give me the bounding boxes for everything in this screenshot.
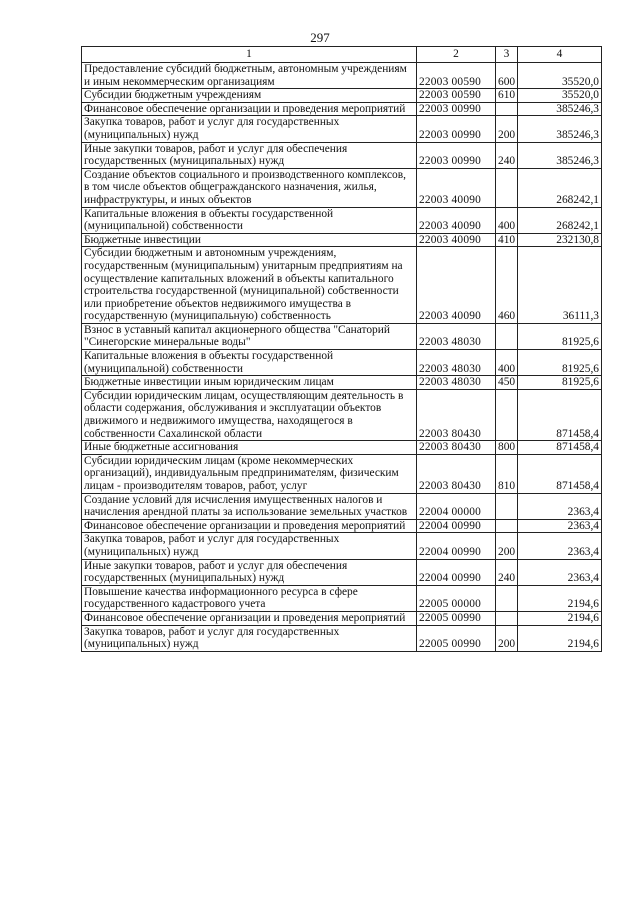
- row-target-code-cell: 22005 00990: [417, 625, 496, 651]
- table-row: [82, 441, 602, 455]
- row-amount-cell: 2363,4: [518, 559, 602, 585]
- row-expense-type-cell: 810: [496, 454, 518, 493]
- row-target-code-cell: 22003 80430: [417, 454, 496, 493]
- row-amount-cell: 871458,4: [518, 454, 602, 493]
- row-expense-type-cell: 460: [496, 247, 518, 324]
- row-amount-cell: 35520,0: [518, 89, 602, 103]
- row-target-code-cell: 22003 40090: [417, 207, 496, 233]
- table-row: [82, 625, 602, 651]
- row-name-cell: Капитальные вложения в объекты государственной (муниципальной) собственности: [82, 207, 417, 233]
- row-amount-cell: 385246,3: [518, 142, 602, 168]
- table-row: [82, 389, 602, 440]
- row-expense-type-cell: [496, 389, 518, 440]
- row-amount-cell: 385246,3: [518, 116, 602, 142]
- row-amount-cell: 268242,1: [518, 168, 602, 207]
- table-row: [82, 454, 602, 493]
- row-expense-type-cell: [496, 611, 518, 625]
- row-amount-cell: 871458,4: [518, 389, 602, 440]
- row-name-cell: Бюджетные инвестиции: [82, 233, 417, 247]
- row-amount-cell: 232130,8: [518, 233, 602, 247]
- row-name-cell: Финансовое обеспечение организации и проведения мероприятий: [82, 519, 417, 533]
- row-expense-type-cell: 240: [496, 142, 518, 168]
- table-row: [82, 559, 602, 585]
- table-row: [82, 116, 602, 142]
- header-row: [82, 47, 602, 63]
- row-expense-type-cell: 200: [496, 116, 518, 142]
- row-name-cell: Закупка товаров, работ и услуг для государственных (муниципальных) нужд: [82, 533, 417, 559]
- table-row: [82, 142, 602, 168]
- row-target-code-cell: 22003 40090: [417, 168, 496, 207]
- table-row: [82, 585, 602, 611]
- row-expense-type-cell: 600: [496, 63, 518, 89]
- row-name-cell: Иные бюджетные ассигнования: [82, 441, 417, 455]
- row-target-code-cell: 22003 00590: [417, 89, 496, 103]
- row-expense-type-cell: [496, 519, 518, 533]
- column-header-4: 4: [518, 47, 602, 63]
- row-name-cell: Взнос в уставный капитал акционерного общества "Санаторий "Синегорские минеральные воды": [82, 323, 417, 349]
- row-expense-type-cell: 200: [496, 533, 518, 559]
- row-name-cell: Финансовое обеспечение организации и проведения мероприятий: [82, 611, 417, 625]
- table-body: [82, 63, 602, 652]
- row-amount-cell: 268242,1: [518, 207, 602, 233]
- row-amount-cell: 35520,0: [518, 63, 602, 89]
- row-name-cell: Иные закупки товаров, работ и услуг для обеспечения государственных (муниципальных) нужд: [82, 142, 417, 168]
- row-target-code-cell: 22003 40090: [417, 247, 496, 324]
- row-name-cell: Капитальные вложения в объекты государственной (муниципальной) собственности: [82, 350, 417, 376]
- row-amount-cell: 2363,4: [518, 533, 602, 559]
- table-row: [82, 493, 602, 519]
- row-expense-type-cell: 400: [496, 207, 518, 233]
- row-target-code-cell: 22003 48030: [417, 376, 496, 390]
- row-expense-type-cell: [496, 585, 518, 611]
- row-target-code-cell: 22004 00990: [417, 519, 496, 533]
- row-target-code-cell: 22003 00990: [417, 102, 496, 116]
- row-name-cell: Субсидии бюджетным и автономным учреждениям, государственным (муниципальным) унитарным предприятиям на осуществление капитальных вложений в объекты капитального строительства государственной (муниципальной) собственности или приобретение объектов недвижимого имущества в государственную (муниципальную) собственность: [82, 247, 417, 324]
- row-amount-cell: 2363,4: [518, 519, 602, 533]
- row-expense-type-cell: [496, 493, 518, 519]
- row-name-cell: Иные закупки товаров, работ и услуг для обеспечения государственных (муниципальных) нужд: [82, 559, 417, 585]
- row-expense-type-cell: 800: [496, 441, 518, 455]
- row-target-code-cell: 22003 80430: [417, 441, 496, 455]
- row-amount-cell: 2194,6: [518, 585, 602, 611]
- row-target-code-cell: 22003 48030: [417, 350, 496, 376]
- row-expense-type-cell: 400: [496, 350, 518, 376]
- row-name-cell: Закупка товаров, работ и услуг для государственных (муниципальных) нужд: [82, 116, 417, 142]
- row-amount-cell: 81925,6: [518, 376, 602, 390]
- row-expense-type-cell: 200: [496, 625, 518, 651]
- row-expense-type-cell: 450: [496, 376, 518, 390]
- table-row: [82, 519, 602, 533]
- column-header-3: 3: [496, 47, 518, 63]
- row-target-code-cell: 22005 00990: [417, 611, 496, 625]
- row-name-cell: Финансовое обеспечение организации и проведения мероприятий: [82, 102, 417, 116]
- table-row: [82, 611, 602, 625]
- row-target-code-cell: 22003 00990: [417, 116, 496, 142]
- row-amount-cell: 81925,6: [518, 323, 602, 349]
- row-amount-cell: 81925,6: [518, 350, 602, 376]
- row-name-cell: Субсидии юридическим лицам, осуществляющим деятельность в области содержания, обслуживания и эксплуатации объектов движимого и недвижимого имущества, находящегося в собственности Сахалинской области: [82, 389, 417, 440]
- budget-table: [81, 46, 602, 652]
- row-name-cell: Закупка товаров, работ и услуг для государственных (муниципальных) нужд: [82, 625, 417, 651]
- row-expense-type-cell: 410: [496, 233, 518, 247]
- page-number: 297: [310, 30, 330, 45]
- table-row: [82, 102, 602, 116]
- row-target-code-cell: 22003 00590: [417, 63, 496, 89]
- row-amount-cell: 2194,6: [518, 625, 602, 651]
- row-name-cell: Субсидии бюджетным учреждениям: [82, 89, 417, 103]
- table-row: [82, 168, 602, 207]
- row-name-cell: Субсидии юридическим лицам (кроме некоммерческих организаций), индивидуальным предпринимателям, физическим лицам - производителям товаров, работ, услуг: [82, 454, 417, 493]
- row-target-code-cell: 22004 00000: [417, 493, 496, 519]
- row-expense-type-cell: 610: [496, 89, 518, 103]
- table-row: [82, 207, 602, 233]
- table-row: [82, 89, 602, 103]
- table-row: [82, 63, 602, 89]
- row-amount-cell: 871458,4: [518, 441, 602, 455]
- row-target-code-cell: 22004 00990: [417, 533, 496, 559]
- row-name-cell: Предоставление субсидий бюджетным, автономным учреждениям и иным некоммерческим организациям: [82, 63, 417, 89]
- row-expense-type-cell: [496, 168, 518, 207]
- row-name-cell: Создание объектов социального и производственного комплексов, в том числе объектов общегражданского назначения, жилья, инфраструктуры, и иных объектов: [82, 168, 417, 207]
- row-expense-type-cell: 240: [496, 559, 518, 585]
- row-name-cell: Бюджетные инвестиции иным юридическим лицам: [82, 376, 417, 390]
- table-row: [82, 247, 602, 324]
- table-row: [82, 323, 602, 349]
- row-name-cell: Повышение качества информационного ресурса в сфере государственного кадастрового учета: [82, 585, 417, 611]
- table-row: [82, 233, 602, 247]
- row-target-code-cell: 22003 40090: [417, 233, 496, 247]
- row-name-cell: Создание условий для исчисления имущественных налогов и начисления арендной платы за использование земельных участков: [82, 493, 417, 519]
- row-target-code-cell: 22005 00000: [417, 585, 496, 611]
- row-expense-type-cell: [496, 323, 518, 349]
- row-amount-cell: 385246,3: [518, 102, 602, 116]
- row-target-code-cell: 22003 48030: [417, 323, 496, 349]
- row-amount-cell: 2194,6: [518, 611, 602, 625]
- table-row: [82, 350, 602, 376]
- row-target-code-cell: 22003 80430: [417, 389, 496, 440]
- row-expense-type-cell: [496, 102, 518, 116]
- row-target-code-cell: 22004 00990: [417, 559, 496, 585]
- row-amount-cell: 2363,4: [518, 493, 602, 519]
- row-amount-cell: 36111,3: [518, 247, 602, 324]
- table-row: [82, 376, 602, 390]
- column-header-1: 1: [82, 47, 417, 63]
- column-header-2: 2: [417, 47, 496, 63]
- row-target-code-cell: 22003 00990: [417, 142, 496, 168]
- table-row: [82, 533, 602, 559]
